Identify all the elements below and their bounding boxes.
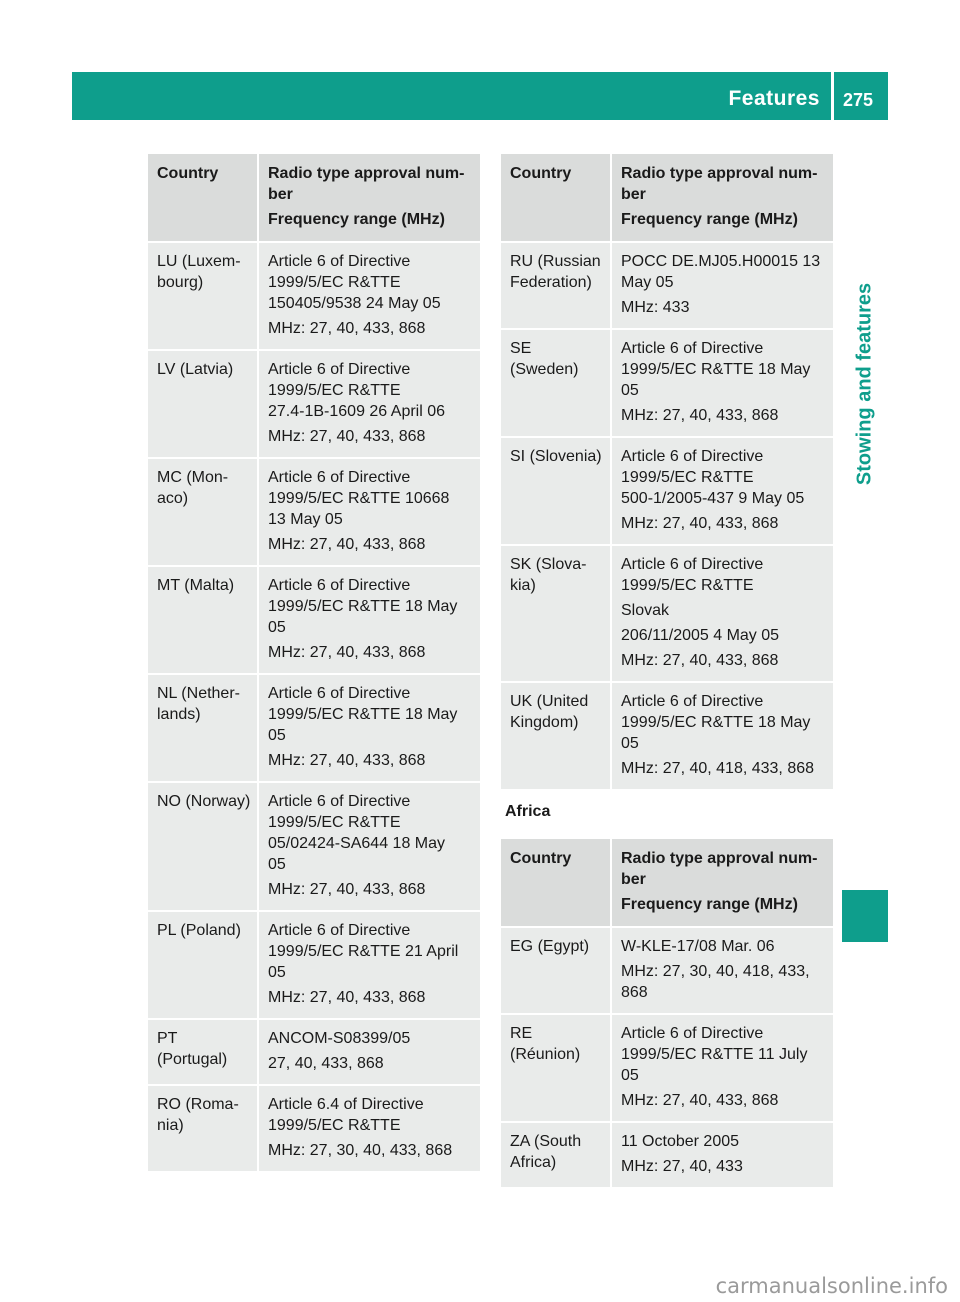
approval-line: Article 6 of Directive bbox=[621, 1025, 764, 1042]
approval-line: 1999/5/EC R&TTE 10668 bbox=[268, 490, 450, 507]
table-row bbox=[148, 242, 480, 350]
country-cell bbox=[148, 458, 258, 566]
country-line: Africa) bbox=[510, 1154, 557, 1171]
frequency-line: MHz: 27, 30, 40, 433, 868 bbox=[268, 1142, 453, 1159]
approval-cell bbox=[611, 545, 833, 682]
approval-line: 1999/5/EC R&TTE 21 April bbox=[268, 943, 459, 960]
approval-line: 206/11/2005 4 May 05 bbox=[621, 627, 780, 644]
frequency-line: MHz: 27, 40, 433, 868 bbox=[621, 515, 779, 532]
country-line: Federation) bbox=[510, 274, 592, 291]
country-header: Country bbox=[501, 154, 611, 242]
approval-line: Slovak bbox=[621, 602, 670, 619]
approval-line: 11 October 2005 bbox=[621, 1133, 740, 1150]
table-row bbox=[501, 927, 833, 1014]
approval-line: 1999/5/EC R&TTE 18 May bbox=[621, 361, 811, 378]
country-line: PT (Portugal) bbox=[157, 1030, 228, 1068]
approval-cell bbox=[258, 782, 480, 911]
country-line: kia) bbox=[510, 577, 536, 594]
country-line: LU (Luxem- bbox=[157, 253, 241, 270]
table-row bbox=[501, 1122, 833, 1188]
approval-cell bbox=[258, 458, 480, 566]
approval-line: 05 bbox=[268, 856, 286, 873]
approval-line: 1999/5/EC R&TTE bbox=[621, 577, 754, 594]
page-number: 275 bbox=[843, 90, 874, 110]
table-row bbox=[148, 458, 480, 566]
radio-header-line: Frequency range (MHz) bbox=[268, 211, 445, 228]
frequency-line: MHz: 27, 40, 433, 868 bbox=[268, 989, 426, 1006]
approval-line: 1999/5/EC R&TTE 18 May bbox=[268, 706, 458, 723]
country-cell bbox=[148, 566, 258, 674]
approval-line: Article 6 of Directive bbox=[268, 793, 411, 810]
approval-line: 1999/5/EC R&TTE 11 July bbox=[621, 1046, 808, 1063]
frequency-line: MHz: 27, 30, 40, 418, 433, 868 bbox=[621, 963, 810, 1001]
approval-cell bbox=[611, 927, 833, 1014]
approval-line: Article 6 of Directive bbox=[621, 556, 764, 573]
country-cell bbox=[501, 1014, 611, 1122]
approval-line: Article 6 of Directive bbox=[621, 448, 764, 465]
approval-line: ANCOM-S08399/05 bbox=[268, 1030, 411, 1047]
header-divider bbox=[831, 72, 834, 120]
approval-line: POCC DE.MJ05.H00015 13 bbox=[621, 253, 821, 270]
approval-line: Article 6 of Directive bbox=[268, 577, 411, 594]
approval-line: 05 bbox=[268, 619, 286, 636]
left-approval-table bbox=[148, 154, 480, 1173]
table-row bbox=[501, 437, 833, 545]
radio-header-line: Frequency range (MHz) bbox=[621, 896, 798, 913]
approval-line: 500-1/2005-437 9 May 05 bbox=[621, 490, 805, 507]
radio-header-line: Radio type approval num- bbox=[268, 165, 465, 182]
country-cell bbox=[501, 329, 611, 437]
country-line: SI (Slovenia) bbox=[510, 448, 602, 465]
radio-header bbox=[258, 154, 480, 242]
country-cell bbox=[501, 545, 611, 682]
approval-line: Article 6.4 of Directive bbox=[268, 1096, 424, 1113]
approval-line: Article 6 of Directive bbox=[268, 253, 411, 270]
approval-cell bbox=[258, 350, 480, 458]
table-row bbox=[501, 1014, 833, 1122]
approval-line: W-KLE-17/08 Mar. 06 bbox=[621, 938, 775, 955]
side-section-marker bbox=[842, 890, 888, 942]
approval-line: 05/02424-SA644 18 May bbox=[268, 835, 446, 852]
approval-line: Article 6 of Directive bbox=[268, 685, 411, 702]
frequency-line: MHz: 27, 40, 433, 868 bbox=[621, 652, 779, 669]
approval-line: 150405/9538 24 May 05 bbox=[268, 295, 441, 312]
radio-header-line: ber bbox=[268, 186, 293, 203]
frequency-line: 27, 40, 433, 868 bbox=[268, 1055, 384, 1072]
country-line: MT (Malta) bbox=[157, 577, 235, 594]
approval-line: 13 May 05 bbox=[268, 511, 343, 528]
approval-line: Article 6 of Directive bbox=[268, 469, 411, 486]
frequency-line: MHz: 27, 40, 433, 868 bbox=[268, 428, 426, 445]
frequency-line: MHz: 27, 40, 433, 868 bbox=[621, 407, 779, 424]
approval-line: 1999/5/EC R&TTE bbox=[621, 469, 754, 486]
approval-line: 1999/5/EC R&TTE bbox=[268, 382, 401, 399]
approval-cell bbox=[258, 674, 480, 782]
side-section-label: Stowing and features bbox=[853, 282, 876, 486]
country-line: SK (Slova- bbox=[510, 556, 587, 573]
radio-header bbox=[611, 154, 833, 242]
approval-line: 05 bbox=[621, 1067, 639, 1084]
header-title: Features bbox=[728, 87, 820, 110]
country-line: aco) bbox=[157, 490, 189, 507]
country-line: NO (Norway) bbox=[157, 793, 251, 810]
approval-cell bbox=[258, 1019, 480, 1085]
country-line: SE (Sweden) bbox=[510, 340, 579, 378]
frequency-line: MHz: 27, 40, 433, 868 bbox=[621, 1092, 779, 1109]
approval-line: 27.4-1B-1609 26 April 06 bbox=[268, 403, 446, 420]
radio-header-line: ber bbox=[621, 186, 646, 203]
frequency-line: MHz: 27, 40, 433, 868 bbox=[268, 320, 426, 337]
table-header-row bbox=[148, 154, 480, 242]
approval-line: 05 bbox=[268, 727, 286, 744]
country-cell bbox=[501, 1122, 611, 1188]
approval-cell bbox=[611, 437, 833, 545]
country-line: RE (Réunion) bbox=[510, 1025, 581, 1063]
country-cell bbox=[148, 674, 258, 782]
approval-cell bbox=[611, 1014, 833, 1122]
country-line: lands) bbox=[157, 706, 201, 723]
approval-cell bbox=[258, 1085, 480, 1172]
table-row bbox=[148, 674, 480, 782]
country-line: NL (Nether- bbox=[157, 685, 240, 702]
radio-header-line: ber bbox=[621, 871, 646, 888]
table-row bbox=[501, 545, 833, 682]
country-line: LV (Latvia) bbox=[157, 361, 234, 378]
country-line: ZA (South bbox=[510, 1133, 582, 1150]
country-cell bbox=[501, 437, 611, 545]
side-section-tab bbox=[842, 134, 888, 634]
country-cell bbox=[148, 782, 258, 911]
africa-heading: Africa bbox=[505, 803, 551, 820]
approval-line: 1999/5/EC R&TTE 18 May bbox=[621, 714, 811, 731]
right-approval-table bbox=[501, 154, 833, 791]
country-cell bbox=[148, 911, 258, 1019]
africa-approval-table bbox=[501, 839, 833, 1189]
country-cell bbox=[501, 242, 611, 329]
radio-header bbox=[611, 839, 833, 927]
radio-header-line: Frequency range (MHz) bbox=[621, 211, 798, 228]
table-row bbox=[501, 329, 833, 437]
approval-line: 1999/5/EC R&TTE bbox=[268, 274, 401, 291]
frequency-line: MHz: 27, 40, 433 bbox=[621, 1158, 743, 1175]
approval-line: May 05 bbox=[621, 274, 674, 291]
frequency-line: MHz: 27, 40, 433, 868 bbox=[268, 536, 426, 553]
right-column bbox=[501, 154, 833, 1189]
radio-header-line: Radio type approval num- bbox=[621, 850, 818, 867]
country-header: Country bbox=[501, 839, 611, 927]
frequency-line: MHz: 27, 40, 418, 433, 868 bbox=[621, 760, 815, 777]
table-row bbox=[148, 566, 480, 674]
frequency-line: MHz: 27, 40, 433, 868 bbox=[268, 881, 426, 898]
approval-line: 1999/5/EC R&TTE 18 May bbox=[268, 598, 458, 615]
frequency-line: MHz: 433 bbox=[621, 299, 690, 316]
approval-line: Article 6 of Directive bbox=[268, 922, 411, 939]
table-row bbox=[148, 350, 480, 458]
country-line: UK (United bbox=[510, 693, 589, 710]
approval-line: Article 6 of Directive bbox=[621, 340, 764, 357]
country-line: MC (Mon- bbox=[157, 469, 229, 486]
approval-line: 05 bbox=[621, 735, 639, 752]
approval-cell bbox=[258, 242, 480, 350]
approval-line: 05 bbox=[268, 964, 286, 981]
country-line: RU (Russian bbox=[510, 253, 601, 270]
country-line: nia) bbox=[157, 1117, 184, 1134]
approval-line: Article 6 of Directive bbox=[268, 361, 411, 378]
country-cell bbox=[501, 682, 611, 790]
country-cell bbox=[148, 242, 258, 350]
page-header bbox=[72, 72, 888, 120]
table-header-row bbox=[501, 839, 833, 927]
country-header: Country bbox=[148, 154, 258, 242]
radio-header-line: Radio type approval num- bbox=[621, 165, 818, 182]
table-row bbox=[501, 242, 833, 329]
approval-cell bbox=[611, 682, 833, 790]
approval-line: 05 bbox=[621, 382, 639, 399]
table-header-row bbox=[501, 154, 833, 242]
approval-line: 1999/5/EC R&TTE bbox=[268, 814, 401, 831]
approval-cell bbox=[611, 242, 833, 329]
country-line: EG (Egypt) bbox=[510, 938, 590, 955]
country-line: PL (Poland) bbox=[157, 922, 241, 939]
country-line: bourg) bbox=[157, 274, 204, 291]
frequency-line: MHz: 27, 40, 433, 868 bbox=[268, 752, 426, 769]
country-line: RO (Roma- bbox=[157, 1096, 239, 1113]
approval-cell bbox=[258, 911, 480, 1019]
approval-line: Article 6 of Directive bbox=[621, 693, 764, 710]
country-cell bbox=[148, 1019, 258, 1085]
left-column bbox=[148, 154, 480, 1173]
table-row bbox=[148, 1019, 480, 1085]
watermark: carmanualsonline.info bbox=[715, 1274, 948, 1298]
table-row bbox=[148, 782, 480, 911]
table-row bbox=[148, 1085, 480, 1172]
approval-cell bbox=[258, 566, 480, 674]
country-cell bbox=[148, 350, 258, 458]
country-cell bbox=[148, 1085, 258, 1172]
table-row bbox=[501, 682, 833, 790]
approval-cell bbox=[611, 329, 833, 437]
frequency-line: MHz: 27, 40, 433, 868 bbox=[268, 644, 426, 661]
country-cell bbox=[501, 927, 611, 1014]
table-row bbox=[148, 911, 480, 1019]
approval-line: 1999/5/EC R&TTE bbox=[268, 1117, 401, 1134]
approval-cell bbox=[611, 1122, 833, 1188]
country-line: Kingdom) bbox=[510, 714, 579, 731]
